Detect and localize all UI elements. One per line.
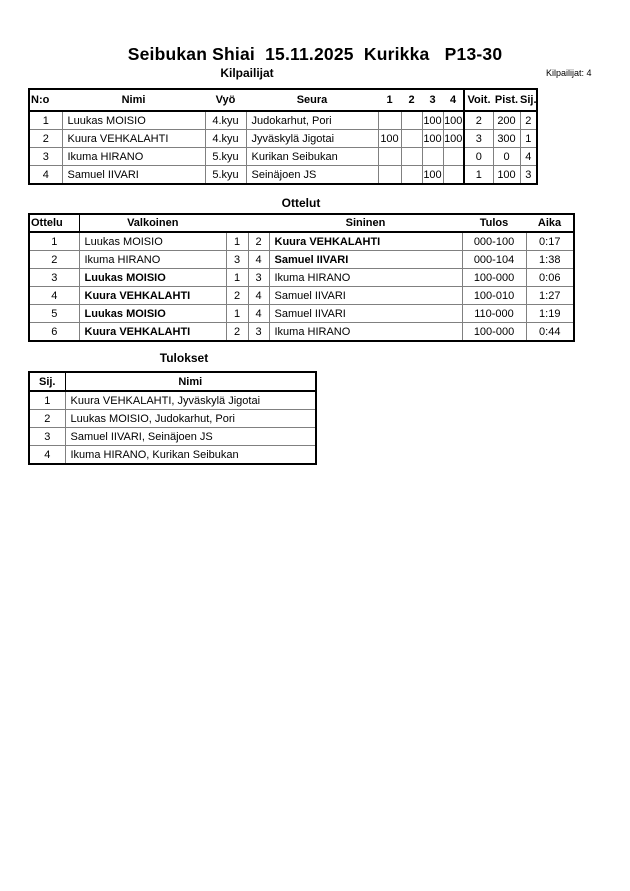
col-header-score: Tulos [462,214,526,232]
cell-match-number: 5 [29,305,79,323]
cell-place: 2 [520,111,537,130]
results-table-body [29,391,316,464]
col-header-club: Seura [246,89,378,111]
ottelut-heading: Ottelut [281,196,321,210]
cell-belt: 4.kyu [205,130,246,148]
cell-blue-name: Samuel IIVARI [269,251,462,269]
col-header-time: Aika [526,214,574,232]
cell-points: 100 [493,166,520,185]
table-row [29,391,316,410]
cell-white-name: Luukas MOISIO [79,232,226,251]
cell-white-number: 2 [226,287,248,305]
table-row [29,323,574,342]
cell-match3: 100 [422,111,443,130]
cell-white-number: 1 [226,232,248,251]
cell-blue-number: 4 [248,287,269,305]
cell-club: Judokarhut, Pori [246,111,378,130]
cell-place: 2 [29,410,65,428]
page-title: Seibukan Shiai 15.11.2025 Kurikka P13-30 [127,44,503,64]
cell-white-name: Ikuma HIRANO [79,251,226,269]
cell-match4: 100 [443,111,464,130]
cell-white-number: 3 [226,251,248,269]
table-row [29,251,574,269]
cell-number: 2 [29,130,62,148]
col-header-name: Nimi [62,89,205,111]
cell-time: 1:38 [526,251,574,269]
cell-white-number: 1 [226,269,248,287]
cell-match1 [378,166,401,185]
cell-match3 [422,148,443,166]
cell-blue-name: Ikuma HIRANO [269,323,462,342]
cell-place: 4 [29,446,65,465]
cell-white-name: Kuura VEHKALAHTI [79,287,226,305]
cell-number: 1 [29,111,62,130]
header-row [29,214,574,232]
cell-name-club: Samuel IIVARI, Seinäjoen JS [65,428,316,446]
cell-place: 4 [520,148,537,166]
cell-match-number: 2 [29,251,79,269]
cell-place: 3 [29,428,65,446]
cell-score: 000-100 [462,232,526,251]
header-row [29,372,316,391]
cell-name: Luukas MOISIO [62,111,205,130]
table-row [29,287,574,305]
col-header-points: Pist. [493,89,520,111]
col-header-match-number: Ottelu [29,214,79,232]
col-header-name-club: Nimi [65,372,316,391]
cell-belt: 5.kyu [205,166,246,185]
cell-blue-name: Samuel IIVARI [269,305,462,323]
col-header-white-number [226,214,248,232]
cell-blue-name: Samuel IIVARI [269,287,462,305]
cell-score: 100-010 [462,287,526,305]
cell-blue-number: 4 [248,251,269,269]
cell-wins: 0 [464,148,493,166]
cell-match3: 100 [422,166,443,185]
cell-match2 [401,166,422,185]
kilpailijat-heading: Kilpailijat [220,66,274,80]
table-row [29,410,316,428]
cell-match-number: 3 [29,269,79,287]
cell-blue-number: 4 [248,305,269,323]
cell-white-name: Kuura VEHKALAHTI [79,323,226,342]
results-table [28,371,317,465]
cell-points: 0 [493,148,520,166]
cell-time: 0:06 [526,269,574,287]
cell-score: 100-000 [462,269,526,287]
cell-match1 [378,111,401,130]
cell-name-club: Luukas MOISIO, Judokarhut, Pori [65,410,316,428]
table-row [29,269,574,287]
table-row [29,130,537,148]
cell-match-number: 4 [29,287,79,305]
cell-blue-number: 2 [248,232,269,251]
matches-table-body [29,232,574,341]
col-header-blue-number [248,214,269,232]
cell-name-club: Kuura VEHKALAHTI, Jyväskylä Jigotai [65,391,316,410]
cell-match3: 100 [422,130,443,148]
cell-match-number: 1 [29,232,79,251]
header-row [29,89,537,111]
cell-white-number: 1 [226,305,248,323]
table-row [29,446,316,465]
cell-time: 1:27 [526,287,574,305]
cell-time: 0:17 [526,232,574,251]
cell-number: 3 [29,148,62,166]
cell-score: 000-104 [462,251,526,269]
table-row [29,305,574,323]
col-header-match1: 1 [378,89,401,111]
col-header-place: Sij. [520,89,537,111]
col-header-wins: Voit. [464,89,493,111]
competitors-table-head [29,89,537,111]
cell-match2 [401,130,422,148]
cell-number: 4 [29,166,62,185]
cell-blue-name: Kuura VEHKALAHTI [269,232,462,251]
col-header-match4: 4 [443,89,464,111]
cell-name: Kuura VEHKALAHTI [62,130,205,148]
matches-table-head [29,214,574,232]
cell-name-club: Ikuma HIRANO, Kurikan Seibukan [65,446,316,465]
cell-match4: 100 [443,130,464,148]
cell-points: 200 [493,111,520,130]
cell-time: 0:44 [526,323,574,342]
cell-place: 3 [520,166,537,185]
competitor-count: Kilpailijat: 4 [546,68,592,78]
cell-score: 100-000 [462,323,526,342]
cell-match1: 100 [378,130,401,148]
col-header-belt: Vyö [205,89,246,111]
cell-wins: 2 [464,111,493,130]
cell-time: 1:19 [526,305,574,323]
cell-club: Seinäjoen JS [246,166,378,185]
cell-name: Ikuma HIRANO [62,148,205,166]
cell-match2 [401,148,422,166]
cell-white-name: Luukas MOISIO [79,269,226,287]
cell-place: 1 [29,391,65,410]
col-header-number: N:o [29,89,62,111]
col-header-place: Sij. [29,372,65,391]
competitors-table [28,88,538,185]
col-header-match2: 2 [401,89,422,111]
table-row [29,232,574,251]
cell-place: 1 [520,130,537,148]
table-row [29,166,537,185]
cell-points: 300 [493,130,520,148]
cell-white-name: Luukas MOISIO [79,305,226,323]
cell-match4 [443,148,464,166]
cell-match1 [378,148,401,166]
cell-match-number: 6 [29,323,79,342]
table-row [29,111,537,130]
results-table-head [29,372,316,391]
cell-match4 [443,166,464,185]
cell-match2 [401,111,422,130]
cell-blue-number: 3 [248,323,269,342]
cell-club: Jyväskylä Jigotai [246,130,378,148]
cell-wins: 1 [464,166,493,185]
table-row [29,428,316,446]
cell-score: 110-000 [462,305,526,323]
cell-blue-name: Ikuma HIRANO [269,269,462,287]
competitors-table-body [29,111,537,184]
cell-blue-number: 3 [248,269,269,287]
cell-name: Samuel IIVARI [62,166,205,185]
cell-white-number: 2 [226,323,248,342]
col-header-match3: 3 [422,89,443,111]
cell-belt: 4.kyu [205,111,246,130]
cell-wins: 3 [464,130,493,148]
col-header-white-name: Valkoinen [79,214,226,232]
matches-table [28,213,575,342]
table-row [29,148,537,166]
cell-club: Kurikan Seibukan [246,148,378,166]
cell-belt: 5.kyu [205,148,246,166]
col-header-blue-name: Sininen [269,214,462,232]
tulokset-heading: Tulokset [159,351,209,365]
